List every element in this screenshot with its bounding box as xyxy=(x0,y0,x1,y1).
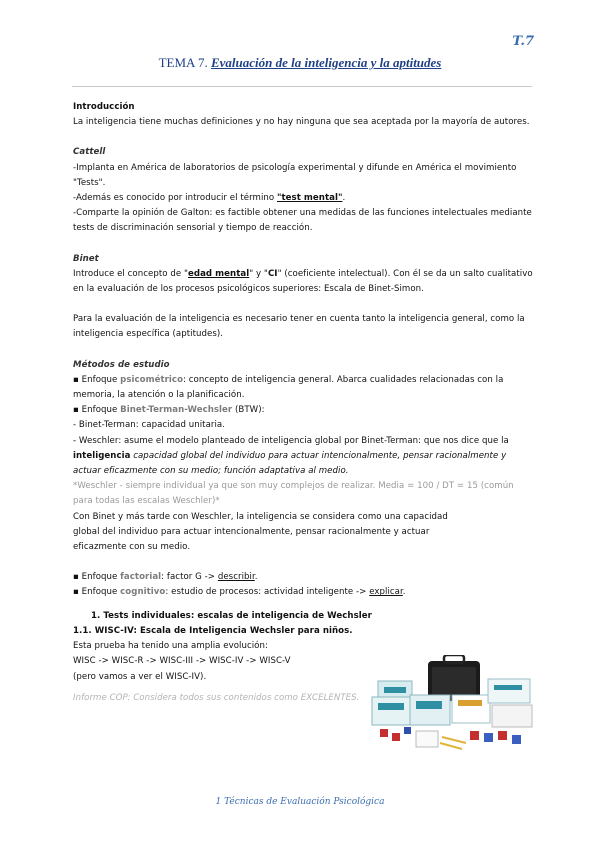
weschler-note: *Weschler - siempre individual ya que son muy complejos de realizar. Media = 100 / DT = 15 (común para todas las escalas Weschler)* xyxy=(73,481,514,507)
intro-heading: Introducción xyxy=(73,102,135,112)
binet-terman-line: - Binet-Terman: capacidad unitaria. xyxy=(73,420,226,431)
test-mental-term: "test mental" xyxy=(276,193,343,204)
binet-text: Introduce el concepto de "edad mental" y "CI" (coeficiente intelectual). Con él se da un salto cualitativo en la evaluación de los procesos psicológicos superiores: Escala de Binet-Simon. xyxy=(73,268,533,295)
methods-heading: Métodos de estudio xyxy=(73,359,170,370)
binet-weschler-paragraph: Con Binet y más tarde con Weschler, la inteligencia se considera como una capacidad global del individuo para actuar intencionalmente, pensar racionalmente y actuar eficazmente con su medio. xyxy=(73,511,448,553)
ci-term: CI xyxy=(267,268,278,279)
weschler-line: - Weschler: asume el modelo planteado de inteligencia global por Binet-Terman: que nos dice que la inteligencia capacidad global del individuo para actuar intencionalmente, pensar racionalmente y actuar eficazmente con su medio; función adaptativa al medio. xyxy=(73,435,509,477)
cattell-line2: -Además es conocido por introducir el término "test mental". xyxy=(73,193,346,204)
wisc-line3: (pero vamos a ver el WISC-IV). xyxy=(73,671,207,682)
cattell-line1: -Implanta en América de laboratorios de psicología experimental y difunde en América el movimiento "Tests". xyxy=(73,162,517,188)
page-footer: 1 Técnicas de Evaluación Psicológica xyxy=(215,797,385,807)
wisc-line1: Esta prueba ha tenido una amplia evolución: xyxy=(73,641,268,652)
wisc-kit-image xyxy=(370,655,535,755)
page-title xyxy=(0,55,600,71)
corner-mark: T.7 xyxy=(512,34,534,49)
method-factorial: ▪ Enfoque factorial: factor G -> describir. xyxy=(73,572,258,583)
title-prefix: TEMA 7. xyxy=(158,55,208,70)
tests-heading: 1. Tests individuales: escalas de inteligencia de Wechsler xyxy=(91,610,372,621)
wisc-line2: WISC -> WISC-R -> WISC-III -> WISC-IV -> WISC-V xyxy=(73,656,291,667)
evaluation-paragraph: Para la evaluación de la inteligencia es necesario tener en cuenta tanto la inteligencia general, como la inteligencia específica (aptitudes). xyxy=(73,314,525,340)
wisc-subheading: 1.1. WISC-IV: Escala de Inteligencia Wechsler para niños. xyxy=(73,625,353,636)
cattell-heading: Cattell xyxy=(73,147,106,158)
edad-mental-term: edad mental xyxy=(188,268,250,279)
method-psicometrico: ▪ Enfoque psicométrico: concepto de inteligencia general. Abarca cualidades relacionadas con la memoria, la atención o la planificación. xyxy=(73,374,504,401)
title-main: Evaluación de la inteligencia y la aptitudes xyxy=(210,55,442,70)
document-body xyxy=(73,100,535,706)
binet-heading: Binet xyxy=(73,253,99,264)
cattell-line3: -Comparte la opinión de Galton: es factible obtener una medidas de las funciones intelectuales mediante tests de discriminación sensorial y tiempo de reacción. xyxy=(73,208,532,234)
method-cognitivo: ▪ Enfoque cognitivo: estudio de procesos: actividad inteligente -> explicar. xyxy=(73,587,406,598)
informe-cop: Informe COP: Considera todos sus contenidos como EXCELENTES. xyxy=(73,692,360,703)
title-divider xyxy=(72,86,532,87)
intro-text: La inteligencia tiene muchas definiciones y no hay ninguna que sea aceptada por la mayoría de autores. xyxy=(73,117,530,128)
method-btw: ▪ Enfoque Binet-Terman-Wechsler (BTW): xyxy=(73,405,265,416)
